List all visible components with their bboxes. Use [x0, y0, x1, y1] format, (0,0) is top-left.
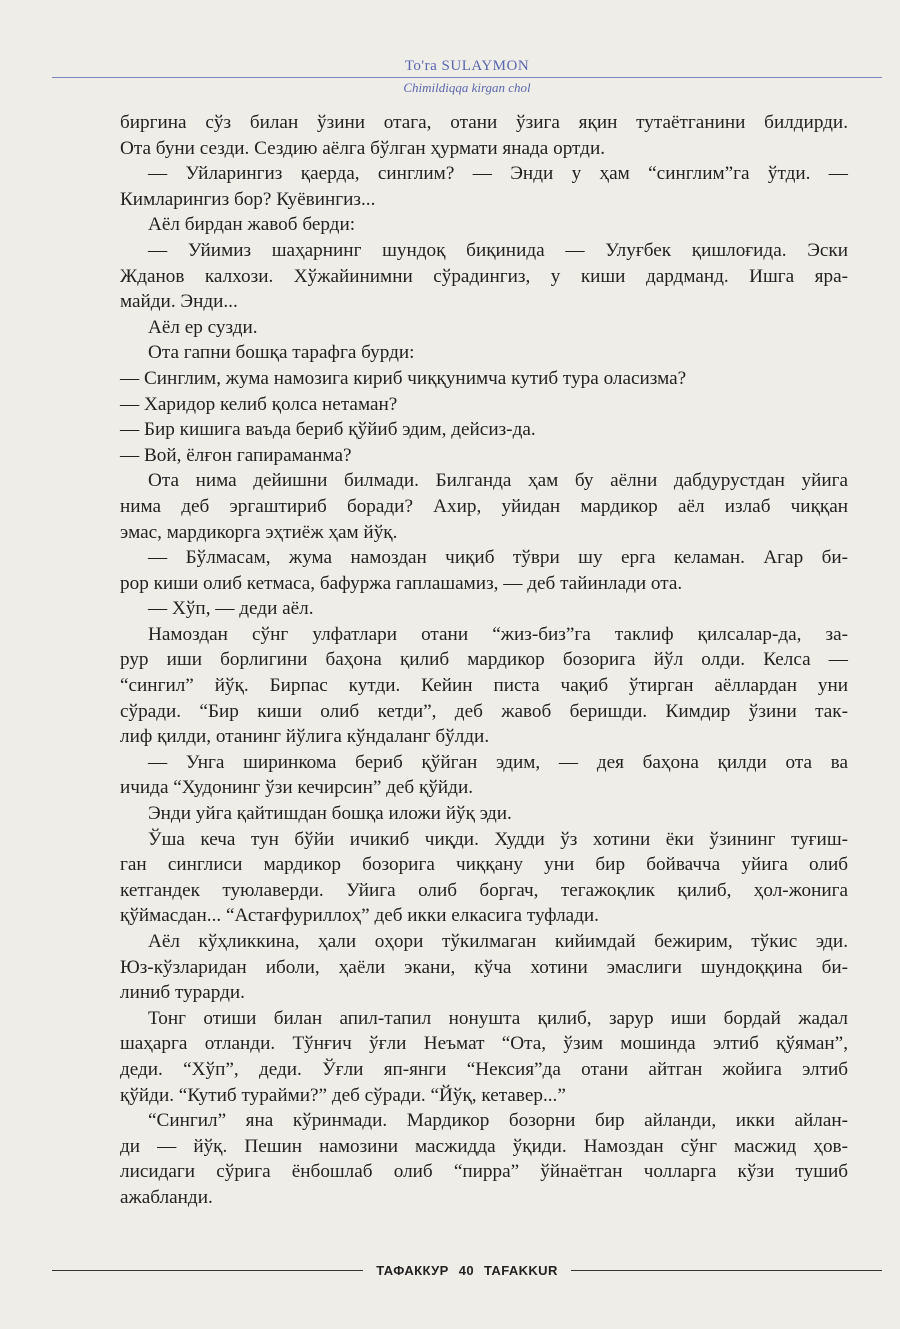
- text-line: ган синглиси мардикор бозорига чиққану уни бир бойвачча уйига олиб: [120, 854, 848, 876]
- text-line: лиф қилди, отанинг йўлига кўндаланг бўлди.: [120, 726, 490, 748]
- text-line: Аёл бирдан жавоб берди:: [148, 214, 356, 236]
- text-line: — Синглим, жума намозига кириб чиққунимча кутиб тура оласизма?: [120, 367, 687, 389]
- text-line: эмас, мардикорга эҳтиёж ҳам йўқ.: [120, 521, 398, 543]
- text-line: линиб турарди.: [120, 982, 245, 1004]
- text-line: шаҳарга отланди. Тўнғич ўғли Неъмат “Ота, ўзим мошинда элтиб қўяман”,: [120, 1033, 848, 1055]
- header-title: Chimildiqqa kirgan chol: [403, 80, 531, 95]
- text-line: — Унга ширинкома бериб қўйган эдим, — дея баҳона қилди ота ва: [148, 751, 848, 773]
- page-number: 40: [458, 1263, 475, 1278]
- text-line: Энди уйга қайтишдан бошқа иложи йўқ эди.: [148, 803, 512, 825]
- text-line: “Сингил” яна кўринмади. Мардикор бозорни бир айланди, икки айлан-: [148, 1110, 848, 1132]
- footer-journal-latin: TAFAKKUR: [484, 1263, 558, 1278]
- footer-label: [363, 1263, 571, 1278]
- text-line: Ота буни сезди. Сездию аёлга бўлган ҳурмати янада ортди.: [120, 137, 606, 159]
- text-line: Жданов калхози. Хўжайинимни сўрадингиз, у киши дардманд. Ишга яра-: [120, 265, 848, 287]
- text-line: Аёл ер сузди.: [148, 316, 258, 338]
- text-line: деди. “Хўп”, деди. Ўғли яп-янги “Нексия”да отани айтган жойига элтиб: [120, 1058, 848, 1080]
- page-footer: [52, 1263, 882, 1278]
- text-line: Аёл кўҳликкина, ҳали оҳори тўкилмаган кийимдай бежирим, тўкис эди.: [148, 931, 848, 952]
- text-line: — Уйларингиз қаерда, синглим? — Энди у ҳам “синглим”га ўтди. —: [148, 163, 848, 185]
- text-line: қўймасдан... “Астағфуриллоҳ” деб икки елкасига туфлади.: [120, 905, 599, 927]
- text-line: майди. Энди...: [120, 291, 238, 313]
- text-line: — Бўлмасам, жума намоздан чиқиб тўври шу ерга келаман. Агар би-: [148, 547, 848, 569]
- header-author: To'ra SULAYMON: [52, 58, 882, 78]
- footer-rule-right: [571, 1270, 882, 1271]
- text-line: — Харидор келиб қолса нетаман?: [120, 393, 398, 415]
- text-line: Кимларингиз бор? Куёвингиз...: [120, 188, 376, 210]
- text-line: ичида “Худонинг ўзи кечирсин” деб қўйди.: [120, 777, 474, 799]
- text-line: нима деб эргаштириб боради? Ахир, уйидан мардикор аёл излаб чиққан: [120, 495, 848, 517]
- text-line: Намоздан сўнг улфатлари отани “жиз-биз”га таклиф қилсалар-да, за-: [148, 623, 848, 645]
- text-line: сўради. “Бир киши олиб кетди”, деб жавоб беришди. Кимдир ўзини так-: [120, 700, 848, 722]
- text-line: ажабланди.: [120, 1186, 213, 1208]
- text-line: ди — йўқ. Пешин намозини масжидда ўқиди. Намоздан сўнг масжид ҳов-: [120, 1135, 848, 1157]
- text-line: — Хўп, — деди аёл.: [148, 598, 314, 620]
- text-line: кетгандек туюлаверди. Уйига олиб боргач, тегажоқлик қилиб, ҳол-жонига: [120, 879, 848, 901]
- text-line: Ота гапни бошқа тарафга бурди:: [148, 342, 415, 364]
- footer-rule-left: [52, 1270, 363, 1271]
- footer-journal-cyrillic: ТАФАККУР: [376, 1263, 449, 1278]
- text-line: лисидаги сўрига ёнбошлаб олиб “пирра” ўйнаётган чолларга кўзи тушиб: [120, 1161, 848, 1183]
- text-line: Тонг отиши билан апил-тапил нонушта қилиб, зарур иши бордай жадал: [148, 1007, 848, 1029]
- text-line: — Уйимиз шаҳарнинг шундоқ биқинида — Улуғбек қишлоғида. Эски: [148, 239, 848, 261]
- text-line: “сингил” йўқ. Бирпас кутди. Кейин писта чақиб ўтирган аёллардан уни: [120, 675, 848, 697]
- text-line: Ўша кеча тун бўйи ичикиб чиқди. Худди ўз хотини ёки ўзининг туғиш-: [148, 828, 848, 850]
- running-header: [52, 58, 882, 96]
- text-line: Юз-кўзларидан иболи, ҳаёли экани, кўча хотини эмаслиги шундоққина би-: [120, 956, 848, 978]
- text-line: — Бир кишига ваъда бериб қўйиб эдим, дейсиз-да.: [120, 419, 536, 441]
- text-line: рор киши олиб кетмаса, бафуржа гаплашамиз, — деб тайинлади ота.: [120, 572, 683, 594]
- text-line: Ота нима дейишни билмади. Билганда ҳам бу аёлни дабдурустдан уйига: [148, 470, 848, 492]
- text-line: қўйди. “Кутиб турайми?” деб сўради. “Йўқ, кетавер...”: [120, 1084, 566, 1106]
- text-line: биргина сўз билан ўзини отага, отани ўзига яқин тутаётганини билдирди.: [120, 112, 848, 133]
- text-line: — Вой, ёлғон гапираманма?: [120, 444, 352, 466]
- text-line: рур иши борлигини баҳона қилиб мардикор бозорига йўл олди. Келса —: [120, 649, 848, 671]
- page-body-text: [120, 110, 848, 1211]
